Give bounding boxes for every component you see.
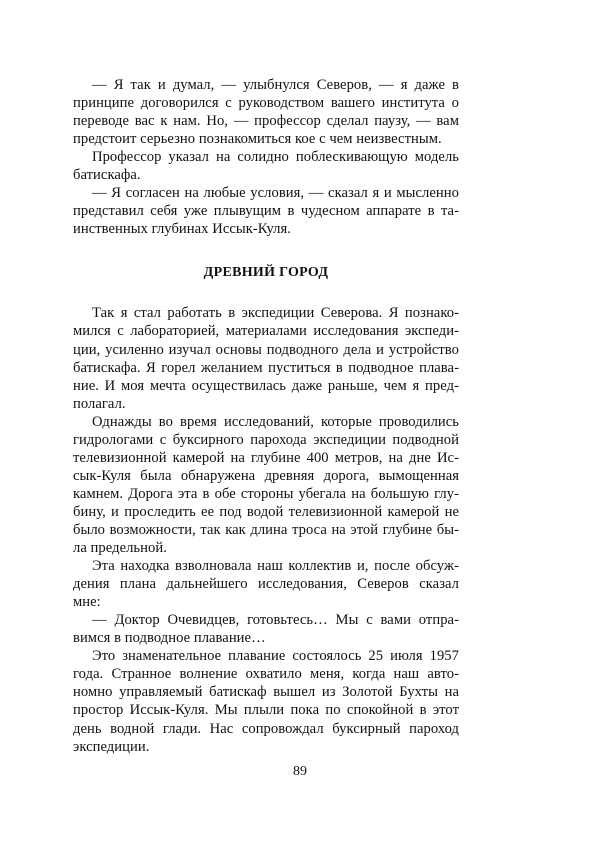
text-line: ла предельной. xyxy=(73,540,167,557)
text-line: вимся в подводное плавание… xyxy=(73,630,266,647)
text-line: день водной глади. Нас сопровождал буксирный пароход xyxy=(73,720,459,737)
text-line: — Я согласен на любые условия, — сказал я и мысленно xyxy=(92,185,459,202)
text-line: батискафа. Я горел желанием пуститься в подводное плава- xyxy=(73,359,459,376)
text-line: года. Странное волнение охватило меня, когда наш авто- xyxy=(73,666,459,683)
text-line: камнем. Дорога эта в обе стороны убегала на большую глу- xyxy=(73,485,459,502)
text-line: простор Иссык-Куля. Мы плыли пока по спокойной в этот xyxy=(73,702,459,719)
text-line: инственных глубинах Иссык-Куля. xyxy=(73,221,291,238)
text-line: Так я стал работать в экспедиции Северова. Я познако- xyxy=(92,305,459,322)
text-line: Однажды во время исследований, которые проводились xyxy=(92,413,459,430)
text-line: было возможности, так как длина троса на этой глубине бы- xyxy=(73,521,459,538)
text-block-section xyxy=(73,304,459,755)
text-line: принципе договорился с руководством вашего института о xyxy=(73,95,459,112)
text-line: Профессор указал на солидно поблескивающую модель xyxy=(92,149,459,166)
text-line: мился с лабораторией, материалами исследования экспеди- xyxy=(73,323,459,340)
text-line: ние. И моя мечта осуществилась даже раньше, чем я пред- xyxy=(73,377,459,394)
text-line: мне: xyxy=(73,594,101,611)
text-line: номно управляемый батискаф вышел из Золотой Бухты на xyxy=(73,684,459,701)
text-line: переводе вас к нам. Но, — профессор сделал паузу, — вам xyxy=(73,113,459,130)
text-line: — Я так и думал, — улыбнулся Северов, — я даже в xyxy=(92,77,459,93)
text-line: предстоит серьезно познакомиться кое с чем неизвестным. xyxy=(73,131,442,148)
text-line: дения плана дальнейшего исследования, Северов сказал xyxy=(73,576,459,593)
text-line: Эта находка взволновала наш коллектив и, после обсуж- xyxy=(92,558,459,575)
text-line: сык-Куля была обнаружена древняя дорога, вымощенная xyxy=(73,467,459,484)
page-body xyxy=(73,76,459,756)
text-line: экспедиции. xyxy=(73,738,150,755)
text-line: телевизионной камерой на глубине 400 метров, на дне Ис- xyxy=(73,449,459,466)
text-block-dialogue xyxy=(73,76,459,238)
text-line: ции, усиленно изучал основы подводного дела и устройство xyxy=(73,341,459,358)
text-line: Это знаменательное плавание состоялось 25 июля 1957 xyxy=(92,648,459,665)
text-line: гидрологами с буксирного парохода экспедиции подводной xyxy=(73,431,459,448)
text-line: бину, и проследить ее под водой телевизионной камерой не xyxy=(73,503,459,520)
text-line: — Доктор Очевидцев, готовьтесь… Мы с вами отпра- xyxy=(92,612,459,629)
text-line: полагал. xyxy=(73,395,126,412)
page-number: 89 xyxy=(293,764,307,779)
text-line: представил себя уже плывущим в чудесном аппарате в та- xyxy=(73,203,459,220)
text-line: батискафа. xyxy=(73,167,141,184)
section-heading: ДРЕВНИЙ ГОРОД xyxy=(203,265,329,281)
